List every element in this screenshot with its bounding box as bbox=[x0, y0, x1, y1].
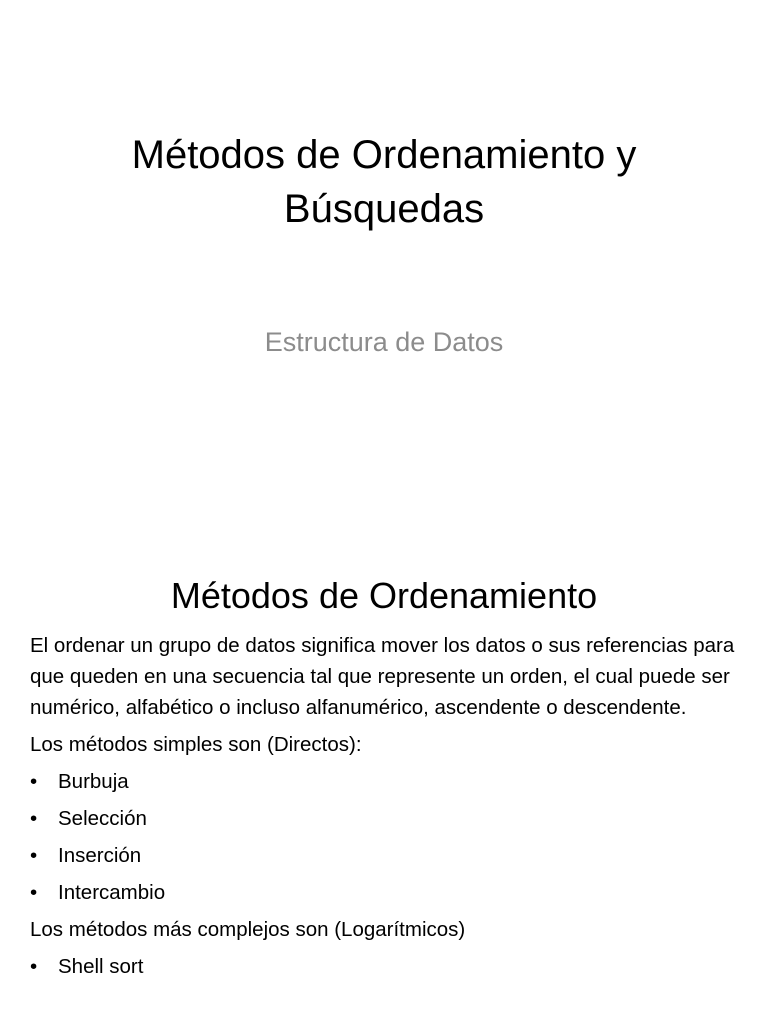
bullet-icon: • bbox=[30, 807, 38, 830]
list-item-label: Intercambio bbox=[58, 881, 166, 904]
list-item-label: Shell sort bbox=[58, 955, 144, 978]
list-item bbox=[30, 803, 750, 834]
content-slide bbox=[0, 548, 768, 1024]
simple-methods-heading: Los métodos simples son (Directos): bbox=[30, 733, 362, 756]
list-item-label: Inserción bbox=[58, 844, 142, 867]
bullet-icon: • bbox=[30, 881, 38, 904]
bullet-icon: • bbox=[30, 770, 38, 793]
bullet-icon: • bbox=[30, 955, 38, 978]
intro-paragraph: El ordenar un grupo de datos significa mover los datos o sus referencias para que queden en una secuencia tal que represente un orden, el cual puede ser numérico, alfabético o incluso alfanumérico, ascendente o descendente. bbox=[30, 634, 735, 719]
presentation-title: Métodos de Ordenamiento y Búsquedas bbox=[131, 133, 637, 231]
slide-body bbox=[30, 630, 750, 988]
list-item bbox=[30, 840, 750, 871]
simple-methods-list bbox=[30, 766, 750, 908]
complex-methods-list bbox=[30, 951, 750, 982]
list-item bbox=[30, 766, 750, 797]
list-item bbox=[30, 877, 750, 908]
presentation-subtitle: Estructura de Datos bbox=[264, 327, 504, 357]
complex-methods-heading: Los métodos más complejos son (Logarítmicos) bbox=[30, 918, 466, 941]
bullet-icon: • bbox=[30, 844, 38, 867]
list-item bbox=[30, 951, 750, 982]
slide-title: Métodos de Ordenamiento bbox=[170, 575, 598, 616]
list-item-label: Selección bbox=[58, 807, 147, 830]
list-item-label: Burbuja bbox=[58, 770, 129, 793]
